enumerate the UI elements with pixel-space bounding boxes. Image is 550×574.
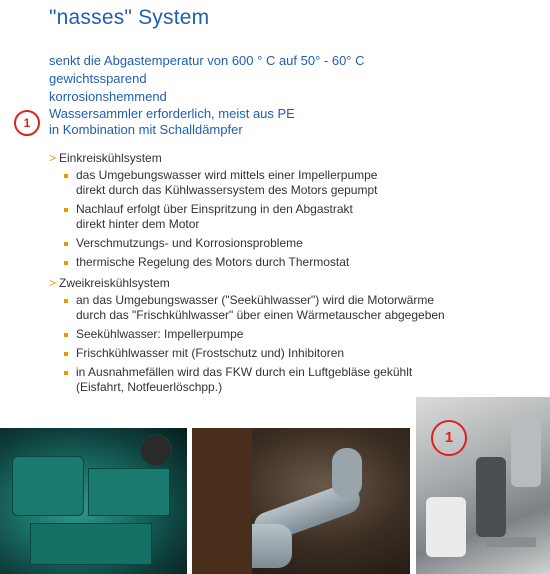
intro-line: korrosionshemmend [49, 89, 167, 104]
list-item: Seekühlwasser: Impellerpumpe [62, 327, 445, 342]
callout-marker: 1 [431, 420, 467, 456]
bullet-icon [64, 261, 68, 265]
list-item: thermische Regelung des Motors durch Thermostat [62, 255, 377, 270]
bullet-icon [64, 352, 68, 356]
list-item: Verschmutzungs- und Korrosionsprobleme [62, 236, 377, 251]
callout-marker: 1 [14, 110, 40, 136]
page-title: "nasses" System [49, 6, 210, 29]
intro-list [49, 52, 365, 138]
exhaust-pipe-photo [192, 428, 410, 574]
list-item: an das Umgebungswasser ("Seekühlwasser") wird die Motorwärme durch das "Frischkühlwasser" über einen Wärmetauscher abgegeben [62, 293, 445, 323]
list-item: Frischkühlwasser mit (Frostschutz und) Inhibitoren [62, 346, 445, 361]
intro-line: senkt die Abgastemperatur von 600 ° C auf 50° - 60° C [49, 53, 365, 68]
bullet-icon [64, 371, 68, 375]
bullet-icon [64, 208, 68, 212]
intro-line: gewichtssparend [49, 71, 147, 86]
section-heading: > Einkreiskühlsystem [49, 151, 162, 165]
bullet-icon [64, 333, 68, 337]
bullet-list [62, 293, 445, 399]
list-item: in Ausnahmefällen wird das FKW durch ein Luftgebläse gekühlt (Eisfahrt, Notfeuerlöschpp.) [62, 365, 445, 395]
chevron-right-icon: > [49, 276, 57, 290]
intro-line: in Kombination mit Schalldämpfer [49, 122, 243, 137]
list-item: Nachlauf erfolgt über Einspritzung in den Abgastrakt direkt hinter dem Motor [62, 202, 377, 232]
engine-photo [0, 428, 187, 574]
bullet-list [62, 168, 377, 274]
bullet-icon [64, 242, 68, 246]
list-item: das Umgebungswasser wird mittels einer Impellerpumpe direkt durch das Kühlwassersystem des Motors gepumpt [62, 168, 377, 198]
bullet-icon [64, 174, 68, 178]
intro-line: Wassersammler erforderlich, meist aus PE [49, 106, 295, 121]
bullet-icon [64, 299, 68, 303]
chevron-right-icon: > [49, 151, 57, 165]
section-heading: > Zweikreiskühlsystem [49, 276, 170, 290]
